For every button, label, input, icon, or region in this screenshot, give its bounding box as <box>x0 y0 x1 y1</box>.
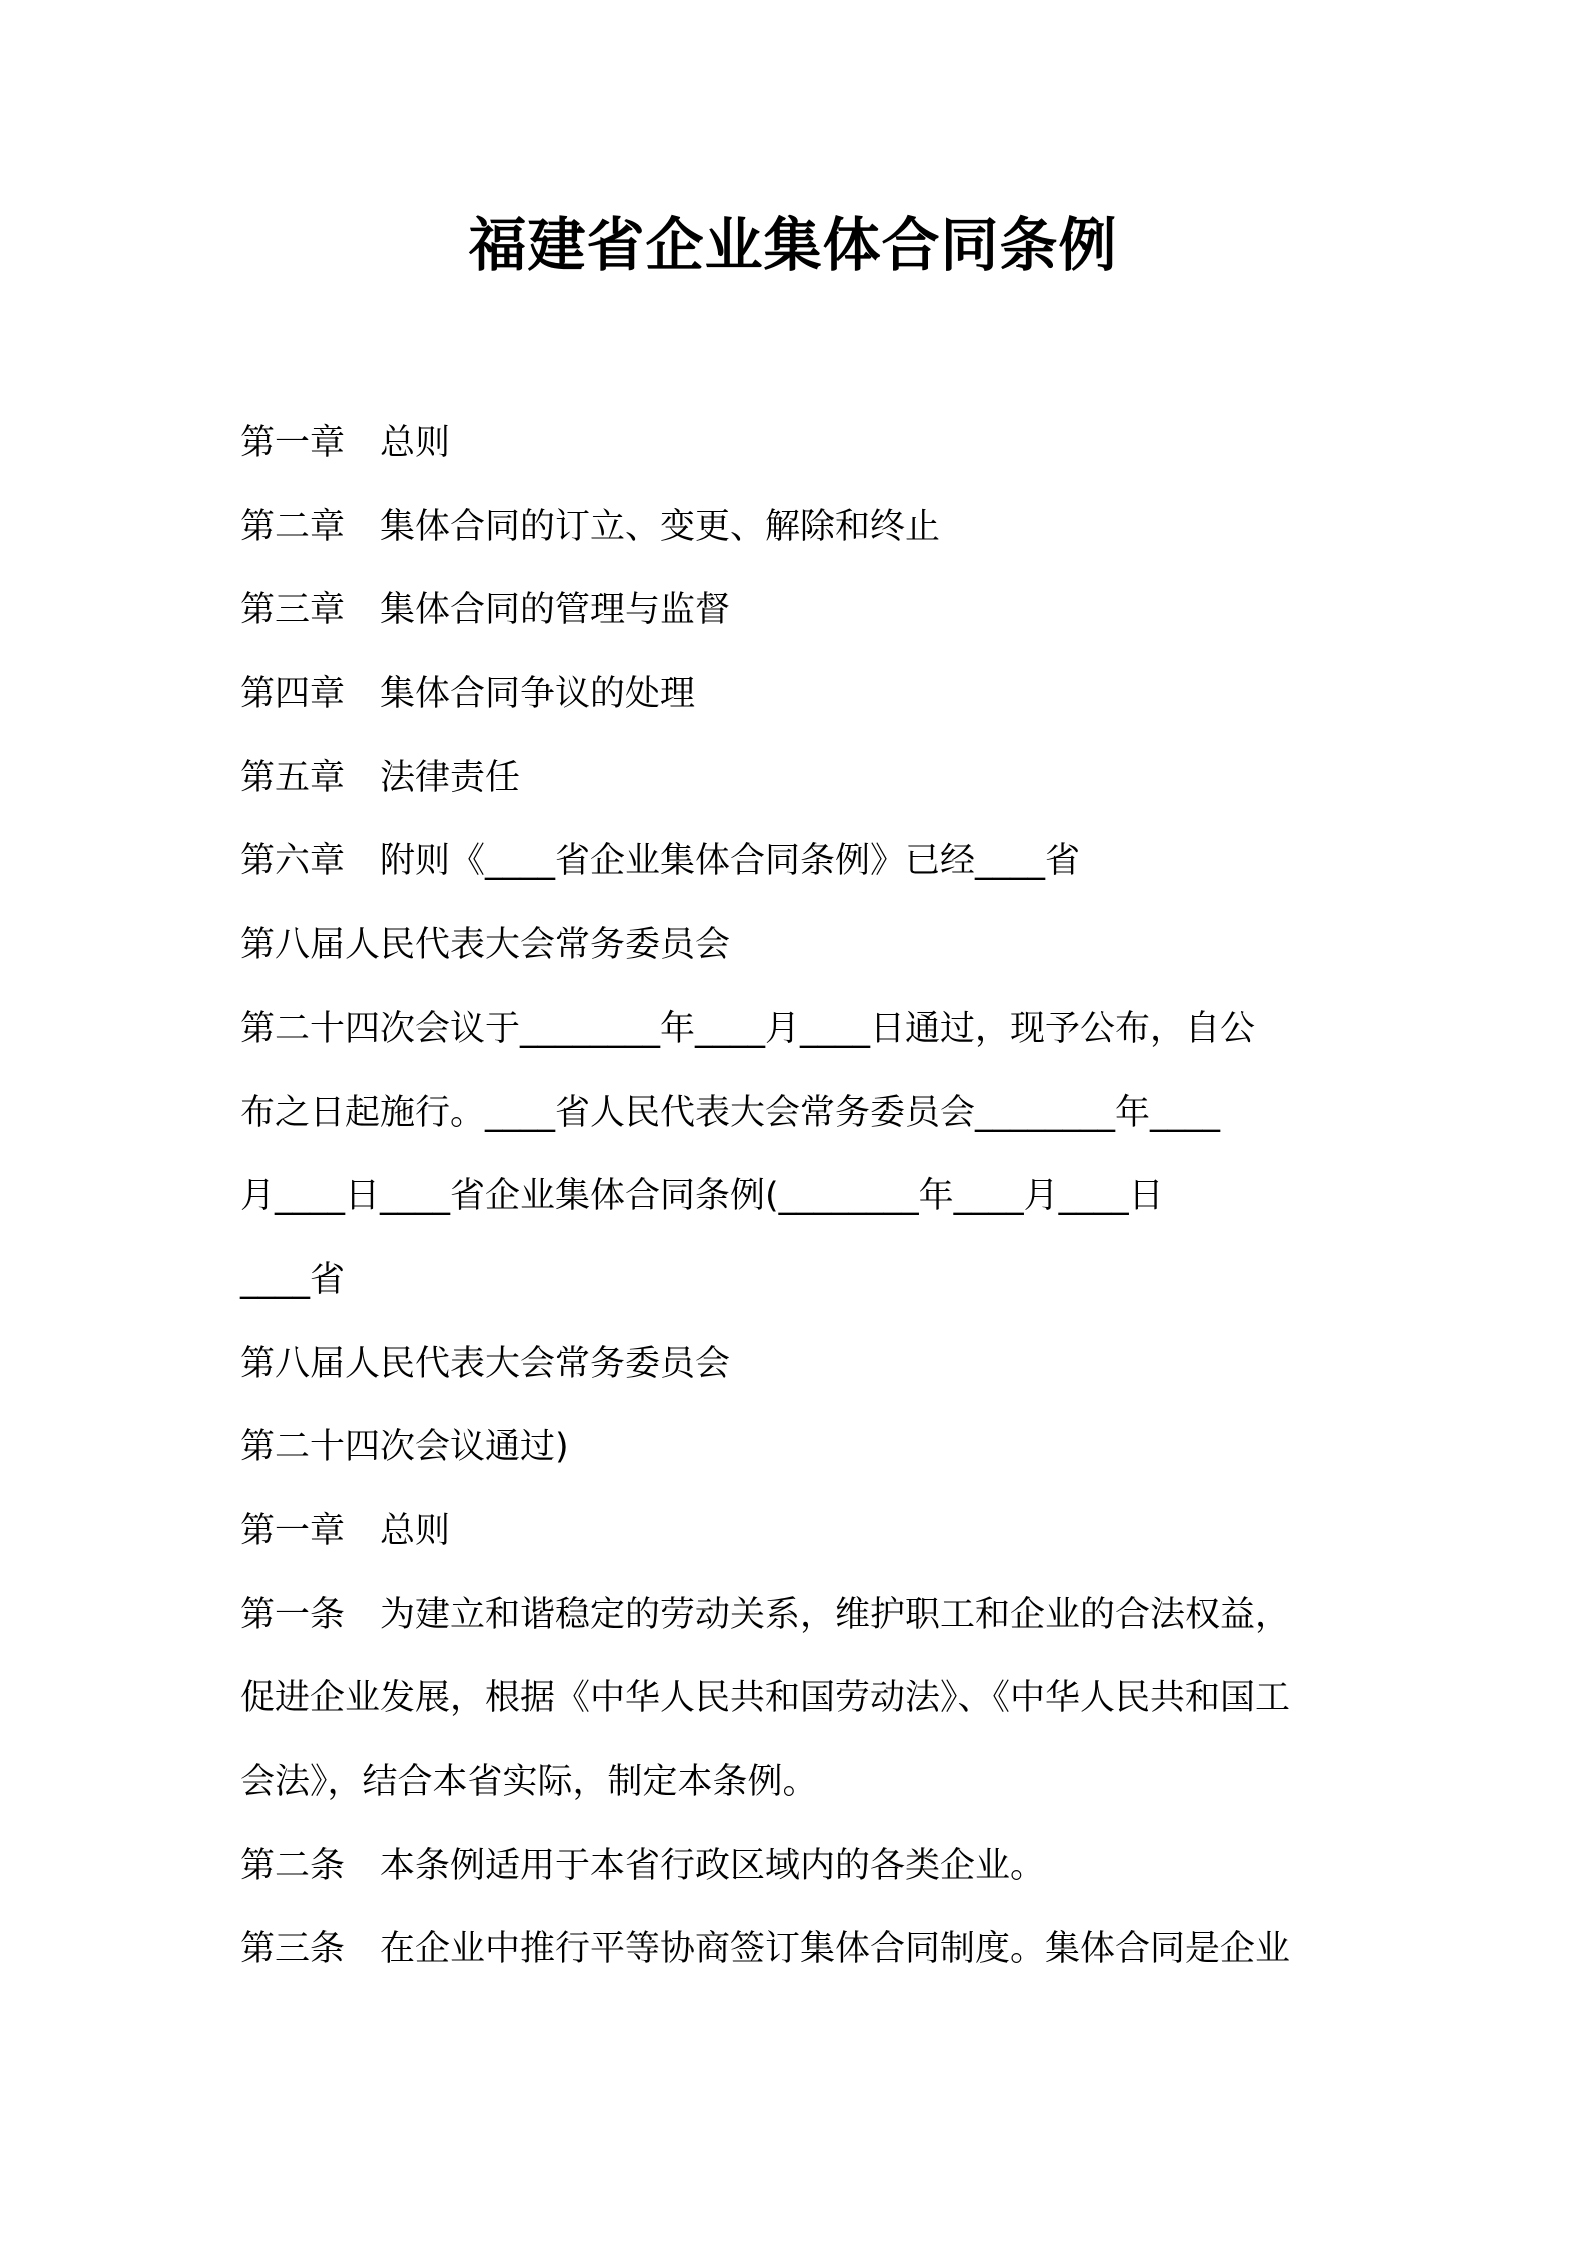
text-line: 第四章 集体合同争议的处理 <box>240 674 696 715</box>
text-line: 第五章 法律责任 <box>240 757 521 798</box>
text-line: 会法》，结合本省实际，制定本条例。 <box>240 1762 818 1802</box>
text-line: 第一章 总则 <box>240 1510 451 1551</box>
text-line: 第八届人民代表大会常务委员会 <box>240 925 731 966</box>
text-line: ____省 <box>240 1259 346 1300</box>
text-line: 第一条 为建立和谐稳定的劳动关系，维护职工和企业的合法权益， <box>240 1594 1291 1635</box>
text-line: 月____日____省企业集体合同条例(________年____月____日 <box>240 1176 1164 1217</box>
text-line: 第二条 本条例适用于本省行政区域内的各类企业。 <box>240 1845 1046 1886</box>
text-line: 第二章 集体合同的订立、变更、解除和终止 <box>240 506 941 547</box>
text-line: 第八届人民代表大会常务委员会 <box>240 1343 731 1384</box>
text-line: 第二十四次会议于________年____月____日通过，现予公布，自公 <box>240 1008 1256 1049</box>
text-line: 第一章 总则 <box>240 423 451 463</box>
text-line: 第二十四次会议通过) <box>240 1427 569 1468</box>
document-body <box>240 402 1360 1992</box>
text-line: 第六章 附则《____省企业集体合同条例》已经____省 <box>240 841 1081 882</box>
document-title: 福建省企业集体合同条例 <box>468 211 1118 279</box>
text-line: 促进企业发展，根据《中华人民共和国劳动法》、《中华人民共和国工 <box>240 1678 1291 1719</box>
text-line: 第三条 在企业中推行平等协商签订集体合同制度。集体合同是企业 <box>240 1929 1291 1970</box>
text-line: 布之日起施行。____省人民代表大会常务委员会________年____ <box>240 1092 1221 1133</box>
text-line: 第三章 集体合同的管理与监督 <box>240 590 731 631</box>
